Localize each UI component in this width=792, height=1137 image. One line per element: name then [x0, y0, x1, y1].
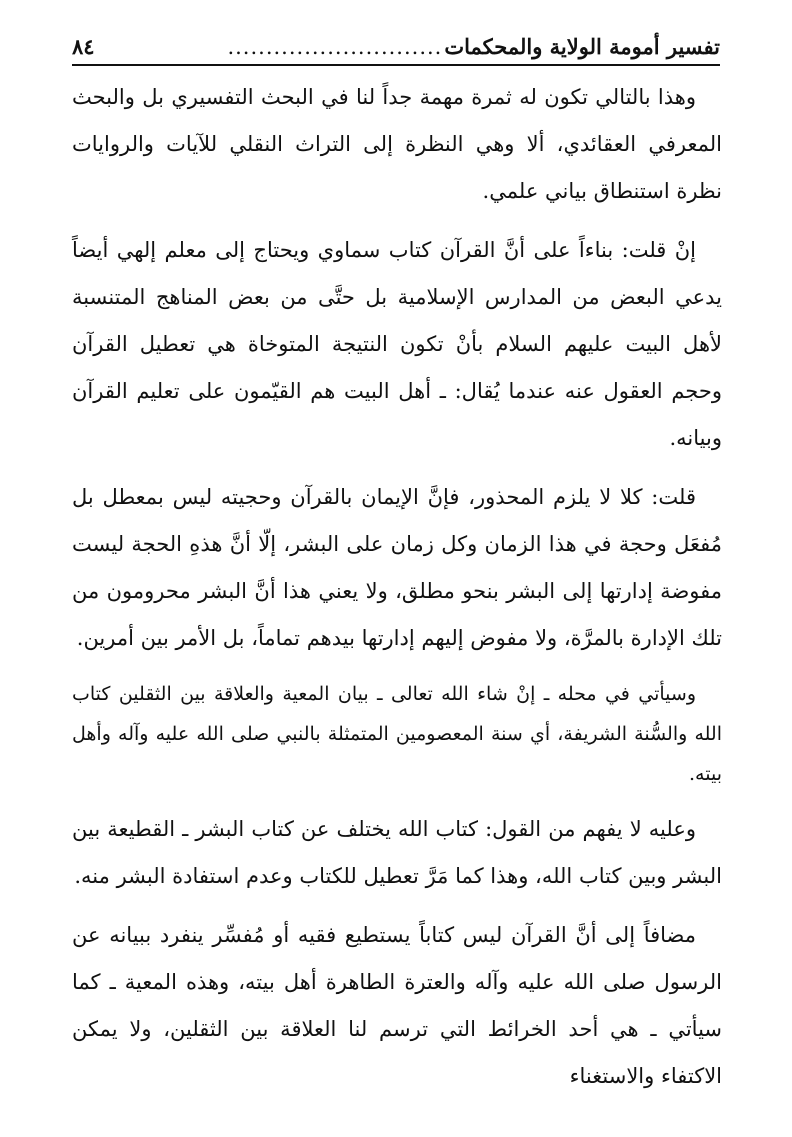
header-leader-dots: ............................: [227, 35, 443, 59]
running-header: [72, 28, 720, 66]
paragraph-6: مضافاً إلى أنَّ القرآن ليس كتاباً يستطيع فقيه أو مُفسِّر ينفرد ببيانه عن الرسول صلى الله عليه وآله والعترة الطاهرة أهل بيته، وهذه المعية ـ كما سيأتي ـ هي أحد الخرائط التي ترسم لنا العلاقة بين الثقلين، ولا يمكن الاكتفاء والاستغناء: [72, 923, 722, 1088]
page-number: ٨٤: [72, 34, 95, 59]
paragraph-2: إنْ قلت: بناءاً على أنَّ القرآن كتاب سماوي ويحتاج إلى معلم إلهي أيضاً يدعي البعض من المدارس الإسلامية بل حتَّى من بعض المناهج المتنسبة لأهل البيت عليهم السلام بأنْ تكون النتيجة المتوخاة هي تعطيل القرآن وحجم العقول عنه عندما يُقال: ـ أهل البيت هم القيّمون على تعليم القرآن وبيانه.: [72, 238, 722, 450]
paragraph-5: وعليه لا يفهم من القول: كتاب الله يختلف عن كتاب البشر ـ القطيعة بين البشر وبين كتاب الله، وهذا كما مَرَّ تعطيل للكتاب وعدم استفادة البشر منه.: [72, 817, 722, 888]
page-body: [72, 74, 722, 1117]
header-title: تفسير أمومة الولاية والمحكمات: [444, 34, 720, 59]
header-title-group: [227, 34, 720, 64]
paragraph-3: قلت: كلا لا يلزم المحذور، فإنَّ الإيمان بالقرآن وحجيته ليس بمعطل بل مُفعَل وحجة في هذا الزمان وكل زمان على البشر، إلّا أنَّ هذهِ الحجة ليست مفوضة إدارتها إلى البشر بنحو مطلق، ولا يعني هذا أنَّ البشر محرومون من تلك الإدارة بالمرَّة، ولا مفوض إليهم إدارتها بيدهم تماماً، بل الأمر بين أمرين.: [72, 485, 722, 650]
paragraph-1: وهذا بالتالي تكون له ثمرة مهمة جداً لنا في البحث التفسيري بل والبحث المعرفي العقائدي، ألا وهي النظرة إلى التراث النقلي للآيات والروايات نظرة استنطاق بياني علمي.: [72, 85, 722, 203]
paragraph-4: وسيأتي في محله ـ إنْ شاء الله تعالى ـ بيان المعية والعلاقة بين الثقلين كتاب الله والسُّنة الشريفة، أي سنة المعصومين المتمثلة بالنبي صلى الله عليه وآله وأهل بيته.: [72, 683, 722, 785]
